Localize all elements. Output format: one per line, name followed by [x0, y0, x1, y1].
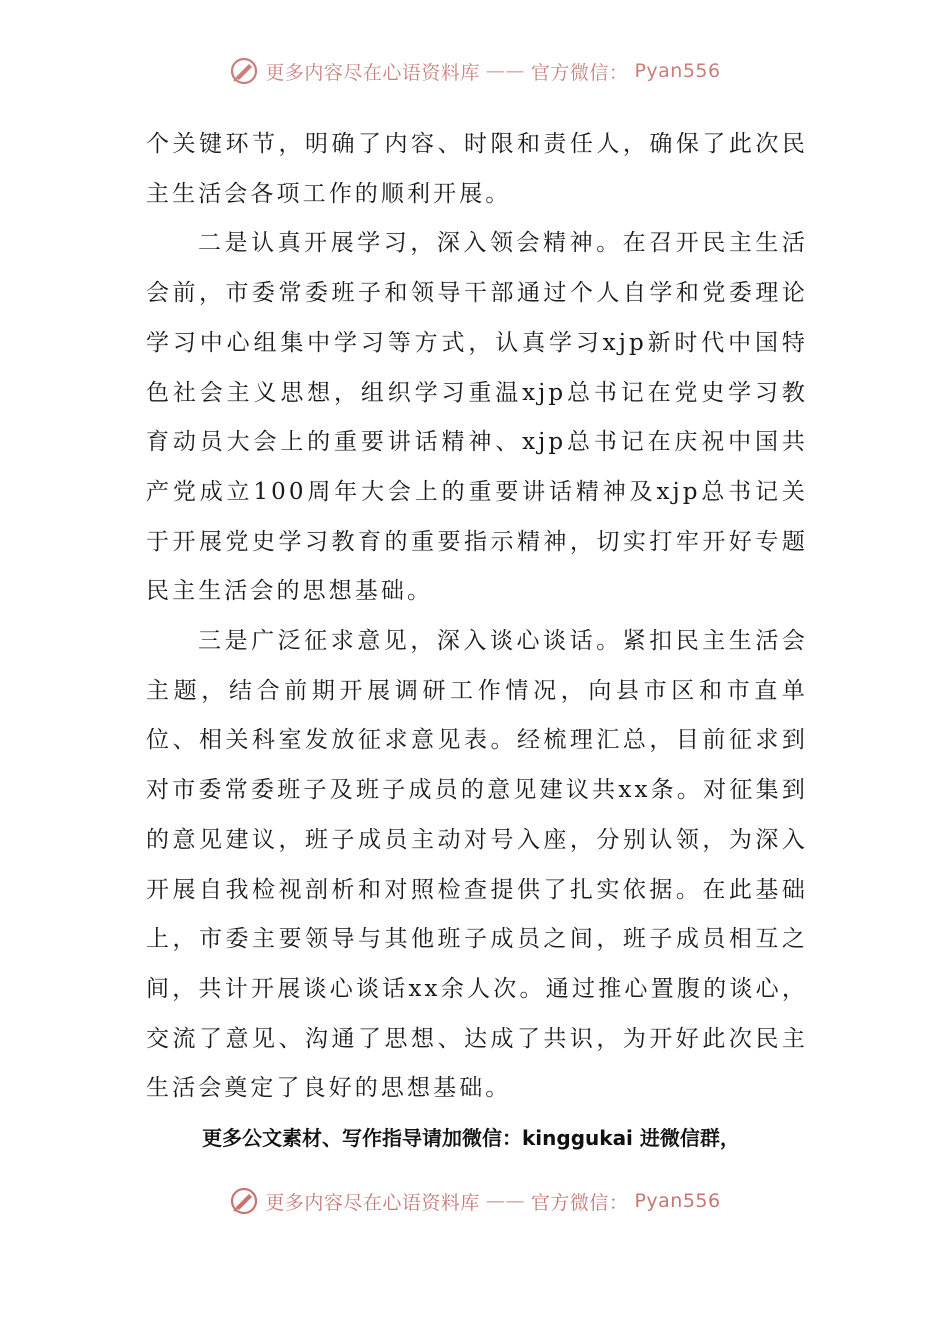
watermark-contact-label: 官方微信：: [530, 1191, 629, 1214]
watermark-text: 更多内容尽在心语资料库: [265, 61, 480, 84]
watermark-separator: ——: [485, 1190, 525, 1212]
watermark-contact-label: 官方微信：: [530, 61, 629, 84]
paragraph-opinions: 三是广泛征求意见，深入谈心谈话。紧扣民主生活会主题，结合前期开展调研工作情况，向县市区和市直单位、相关科室发放征求意见表。经梳理汇总，目前征求到对市委常委班子及班子成员的意见建议共xx条。对征集到的意见建议，班子成员主动对号入座，分别认领，为深入开展自我检视剖析和对照检查提供了扎实依据。在此基础上，市委主要领导与其他班子成员之间，班子成员相互之间，共计开展谈心谈话xx余人次。通过推心置腹的谈心，交流了意见、沟通了思想、达成了共识，为开好此次民主生活会奠定了良好的思想基础。: [146, 628, 808, 1102]
watermark-contact-id: Pyan556: [634, 60, 721, 82]
header-watermark: [0, 56, 950, 86]
promo-line: 更多公文素材、写作指导请加微信：kinggukai 进微信群，: [202, 1126, 740, 1150]
document-body: [146, 120, 808, 1114]
paragraph-continuation: 个关键环节，明确了内容、时限和责任人，确保了此次民主生活会各项工作的顺利开展。: [146, 131, 808, 207]
brand-logo-icon: [229, 1186, 259, 1216]
watermark-separator: ——: [485, 60, 525, 82]
watermark-text: 更多内容尽在心语资料库: [265, 1191, 480, 1214]
paragraph-study: 二是认真开展学习，深入领会精神。在召开民主生活会前，市委常委班子和领导干部通过个人自学和党委理论学习中心组集中学习等方式，认真学习xjp新时代中国特色社会主义思想，组织学习重温xjp总书记在党史学习教育动员大会上的重要讲话精神、xjp总书记在庆祝中国共产党成立100周年大会上的重要讲话精神及xjp总书记关于开展党史学习教育的重要指示精神，切实打牢开好专题民主生活会的思想基础。: [146, 230, 808, 605]
brand-logo-icon: [229, 56, 259, 86]
watermark-contact-id: Pyan556: [634, 1190, 721, 1212]
footer-watermark: [0, 1186, 950, 1216]
